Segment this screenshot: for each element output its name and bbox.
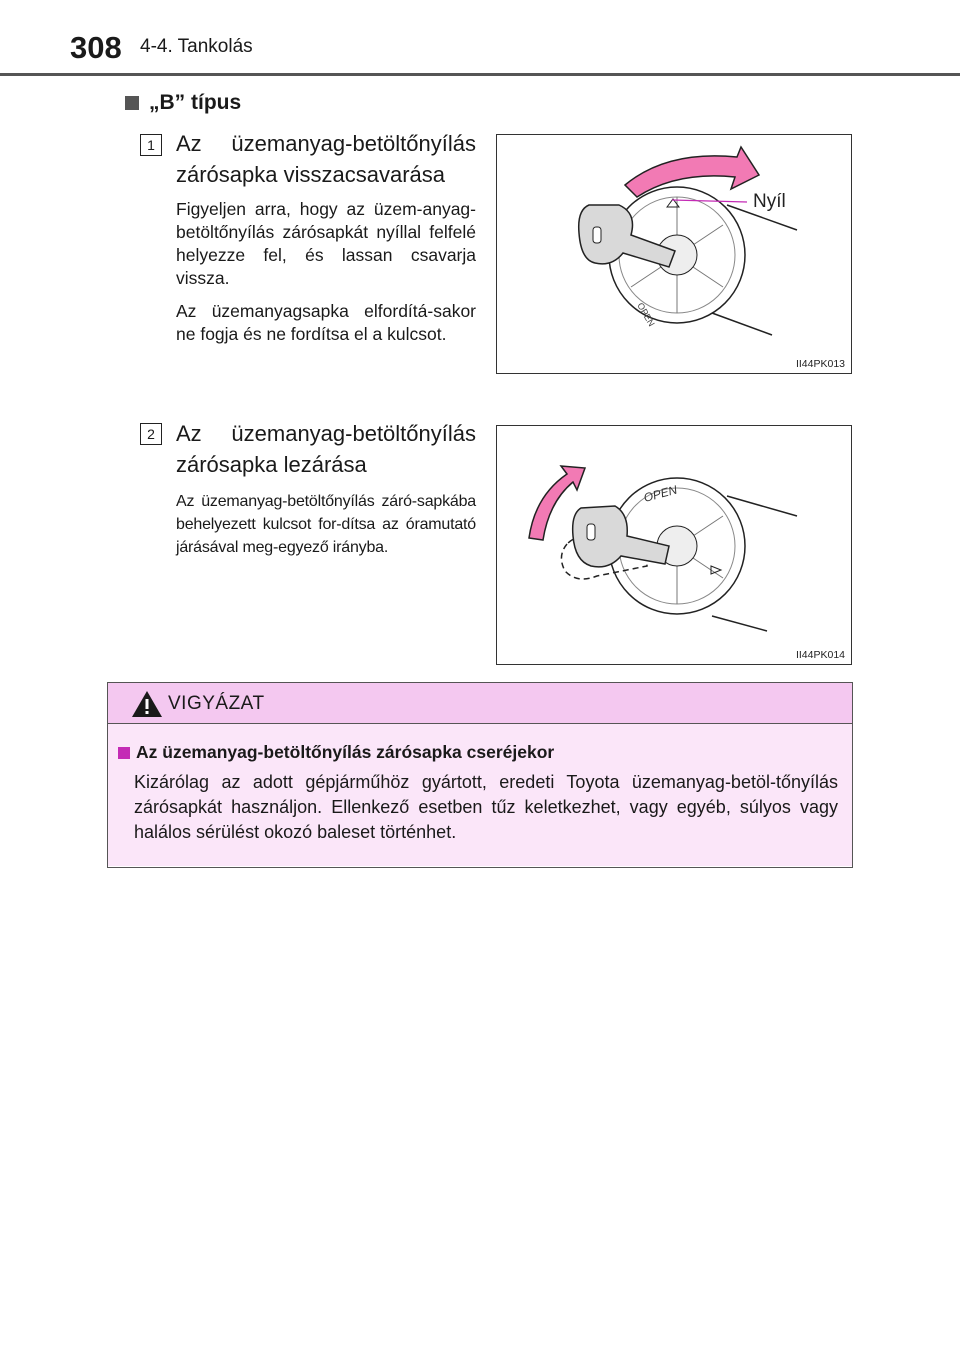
fuel-cap-close-illustration — [497, 426, 851, 664]
step-2-body — [176, 490, 476, 569]
section-title: 4-4. Tankolás — [140, 36, 253, 57]
warning-body — [108, 724, 852, 866]
step-1-title-line2: zárósapka visszacsavarása — [176, 162, 446, 187]
step-1-title-line1: Az üzemanyag-betöltőnyílás — [176, 131, 476, 156]
figure-2-id: II44PK014 — [795, 649, 845, 661]
cap-open-text-2: OPEN — [642, 482, 679, 505]
step-2-title-line1: Az üzemanyag-betöltőnyílás — [176, 421, 476, 446]
step-1-paragraph-1: Figyeljen arra, hogy az üzem-anyag-betöltőnyílás zárósapkát nyíllal felfelé helyezze fel, és lassan csavarja vissza. — [176, 199, 476, 288]
square-bullet-icon — [118, 747, 130, 759]
step-1-body — [176, 198, 476, 356]
step-1-title — [176, 128, 476, 190]
page-number: 308 — [70, 30, 122, 65]
fuel-cap-remove-illustration — [497, 135, 851, 373]
step-2-title — [176, 418, 476, 480]
warning-subheading-text: Az üzemanyag-betöltőnyílás zárósapka cseréjekor — [136, 742, 555, 762]
figure-2 — [496, 425, 852, 665]
warning-box — [107, 682, 853, 868]
step-2-paragraph-1: Az üzemanyag-betöltőnyílás záró-sapkába behelyezett kulcsot for-dítsa az óramutató járásával meg-egyező irányba. — [176, 493, 476, 556]
square-bullet-icon — [125, 96, 139, 110]
figure-1 — [496, 134, 852, 374]
warning-label: VIGYÁZAT — [168, 693, 265, 714]
warning-subheading — [118, 742, 554, 763]
step-1-paragraph-2: Az üzemanyagsapka elfordítá-sakor ne fogja és ne fordítsa el a kulcsot. — [176, 301, 476, 344]
step-1-number: 1 — [140, 134, 162, 156]
arrow-callout-label: Nyíl — [753, 191, 786, 212]
figure-1-id: II44PK013 — [795, 358, 845, 370]
type-heading-text: „B” típus — [149, 91, 242, 114]
step-2-title-line2: zárósapka lezárása — [176, 452, 367, 477]
cap-open-text: OPEN — [635, 301, 657, 329]
warning-triangle-icon — [130, 689, 164, 719]
warning-text: Kizárólag az adott gépjárműhöz gyártott, eredeti Toyota üzemanyag-betöl-tőnyílás zárósapkát használjon. Ellenkező esetben tűz keletkezhet, vagy egyéb, súlyos vagy halálos sérülést okozó baleset történhet. — [134, 772, 838, 842]
header-rule — [0, 73, 960, 76]
type-heading — [125, 91, 241, 115]
step-2-number: 2 — [140, 423, 162, 445]
warning-header — [108, 683, 852, 724]
